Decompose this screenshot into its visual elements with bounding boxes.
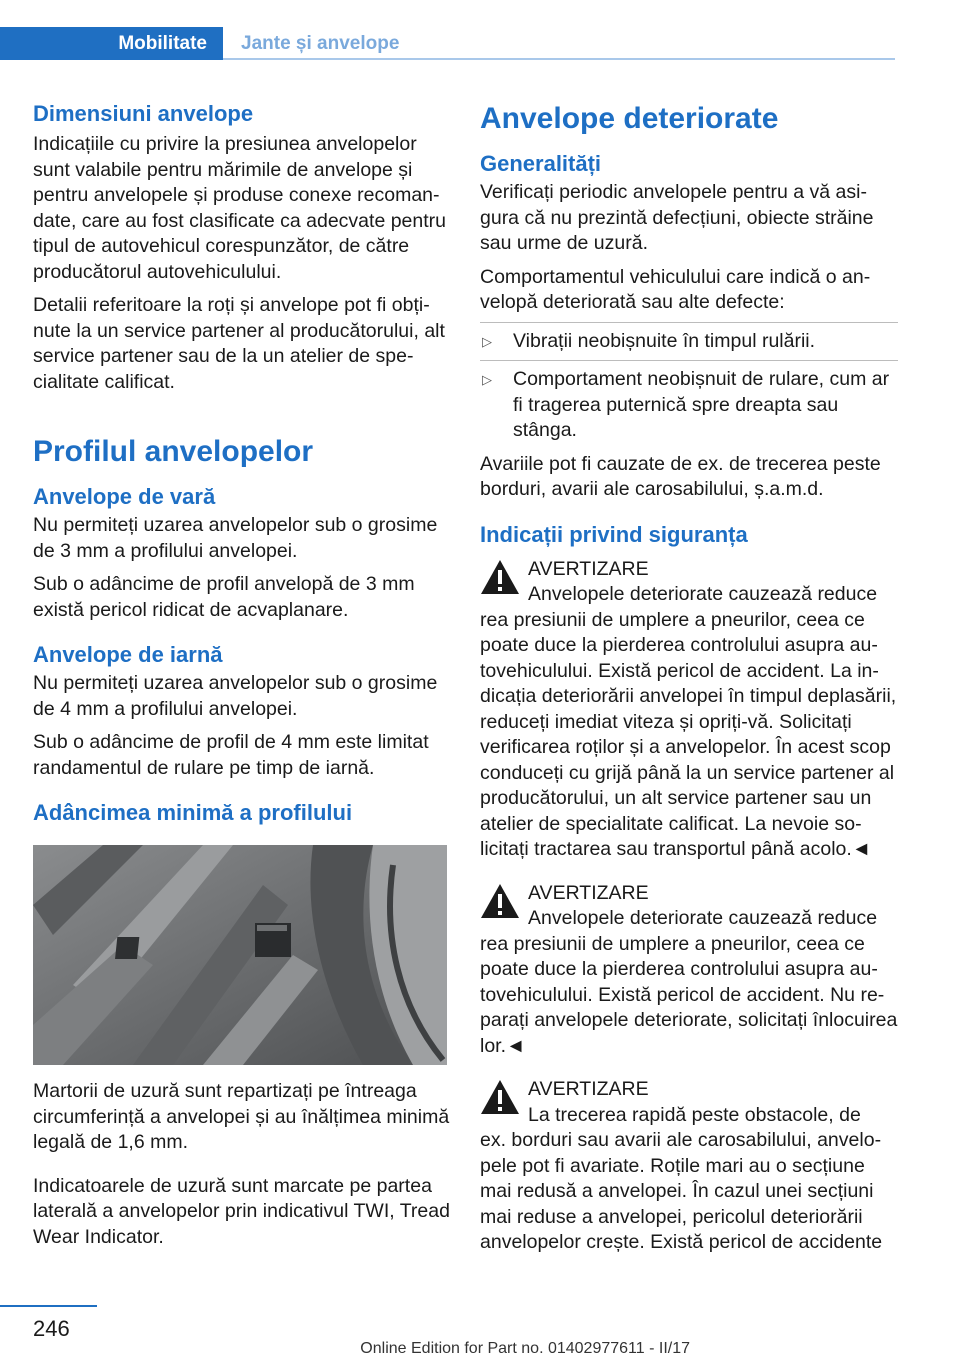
warning-triangle-icon	[480, 1079, 520, 1115]
dimensions-paragraph-2: Detalii referitoare la roți și anvelope pot fi obținute la un service partener al producătorului, alt service partener sau de la un atelier de specialitate calificat.	[33, 294, 445, 393]
edition-note: Online Edition for Part no. 01402977611 - II/17	[360, 1340, 690, 1357]
profile-heading: Profilul anvelopelor	[33, 435, 314, 468]
footer-rule	[0, 1305, 97, 1307]
warning-text: rea presiunii de umplere a pneurilor, ceea ce poate duce la pierderea controlului asupra autovehiculului. Există pericol de accident. La indicația deteriorării anvelopei în timpul deplasării, reduceți imediat viteza și opriți-vă. Solicitați verificarea roților și a anvelopelor. În acest scop conduceți cu grijă până la un service partener al producătorului, un alt service partener sau un atelier de specialitate calificat. La nevoie solicitați tractarea sau transportul până acolo.◄	[480, 608, 897, 860]
general-paragraph-2: Comportamentul vehiculului care indică o anvelopă deteriorată sau alte defecte:	[480, 265, 871, 313]
list-divider	[480, 322, 898, 323]
warning-text-start: Anvelopele deteriorate cauzează reduce	[528, 583, 878, 605]
tyre-tread-image	[33, 845, 447, 1065]
tyre-tread-illustration	[33, 845, 447, 1065]
right-column	[480, 100, 898, 1256]
triangle-bullet-icon: ▷	[482, 333, 492, 349]
summer-paragraph-1: Nu permiteți uzarea anvelopelor sub o grosime de 3 mm a profilului anvelopei.	[33, 514, 438, 562]
warning-label: AVERTIZARE	[528, 1078, 649, 1100]
summer-paragraph-2: Sub o adâncime de profil anvelopă de 3 mm există pericol ridicat de acvaplanare.	[33, 573, 415, 621]
dimensions-heading: Dimensiuni anvelope	[33, 101, 254, 126]
list-item: ▷ Comportament neobișnuit de rulare, cum ar fi tragerea puternică spre dreapta sau stânga.	[482, 368, 890, 441]
warning-block	[480, 1077, 898, 1256]
winter-heading: Anvelope de iarnă	[33, 642, 223, 667]
warning-text-start: La trecerea rapidă peste obstacole, de	[528, 1103, 861, 1126]
damaged-tyres-heading: Anvelope deteriorate	[480, 102, 779, 135]
list-item: ▷ Vibrații neobișnuite în timpul rulării.	[480, 329, 898, 355]
page-header	[0, 27, 895, 60]
page-number: 246	[33, 1316, 70, 1341]
general-paragraph-1: Verificați periodic anvelopele pentru a vă asigura că nu prezintă defecțiuni, obiecte străine sau urme de uzură.	[480, 181, 874, 254]
warning-text: ex. borduri sau avarii ale carosabilului, anvelopele pot fi avariate. Roțile mari au o secțiune mai redusă a anvelopei. În cazul unei secțiuni mai reduse a anvelopei, pericolul deteriorării anvelopelor crește. Există pericol de accidente	[480, 1129, 883, 1253]
warning-block	[480, 557, 898, 863]
warning-label: AVERTIZARE	[528, 557, 649, 580]
triangle-bullet-icon: ▷	[482, 372, 492, 387]
winter-paragraph-1: Nu permiteți uzarea anvelopelor sub o grosime de 4 mm a profilului anvelopei.	[33, 672, 438, 720]
dimensions-paragraph-1: Indicațiile cu privire la presiunea anvelopelor sunt valabile pentru mărimile de anvelope și pentru anvelopele și produse conexe recomandate, care au fost clasificate ca adecvate pentru tipul de autovehicul corespunzător, de către producătorul autovehiculului.	[33, 133, 446, 283]
warning-text: rea presiunii de umplere a pneurilor, ceea ce poate duce la pierderea controlului asupra autovehiculului. Există pericol de accident. Nu reparați anvelopele deteriorate, solicitați înlocuirea lor.◄	[480, 932, 898, 1057]
left-column	[33, 100, 451, 1250]
safety-heading: Indicații privind siguranța	[480, 521, 748, 547]
warning-label: AVERTIZARE	[528, 881, 649, 904]
general-heading: Generalități	[480, 151, 602, 176]
warning-triangle-icon	[480, 559, 520, 595]
wear-indicator-paragraph-2: Indicatoarele de uzură sunt marcate pe partea laterală a anvelopelor prin indicativul TWI, Tread Wear Indicator.	[33, 1174, 450, 1248]
warning-text-start: Anvelopele deteriorate cauzează reduce	[528, 907, 878, 929]
summer-heading: Anvelope de vară	[33, 484, 216, 509]
section-tab	[0, 27, 223, 60]
min-depth-heading: Adâncimea minimă a profilului	[33, 800, 353, 825]
list-divider	[480, 360, 898, 361]
section-label: Mobilitate	[118, 33, 207, 54]
header-rule	[223, 58, 895, 60]
warning-block	[480, 881, 898, 1060]
general-paragraph-3: Avariile pot fi cauzate de ex. de trecerea peste borduri, avarii ale carosabilului, ș.a.m.d.	[480, 452, 881, 500]
winter-paragraph-2: Sub o adâncime de profil de 4 mm este limitat randamentul de rulare pe timp de iarnă.	[33, 731, 429, 779]
subsection-tab: Jante și anvelope	[241, 33, 400, 54]
wear-indicator-paragraph-1: Martorii de uzură sunt repartizați pe întreaga circumferință a anvelopei și au înălțimea minimă legală de 1,6 mm.	[33, 1080, 450, 1153]
warning-triangle-icon	[480, 883, 520, 919]
